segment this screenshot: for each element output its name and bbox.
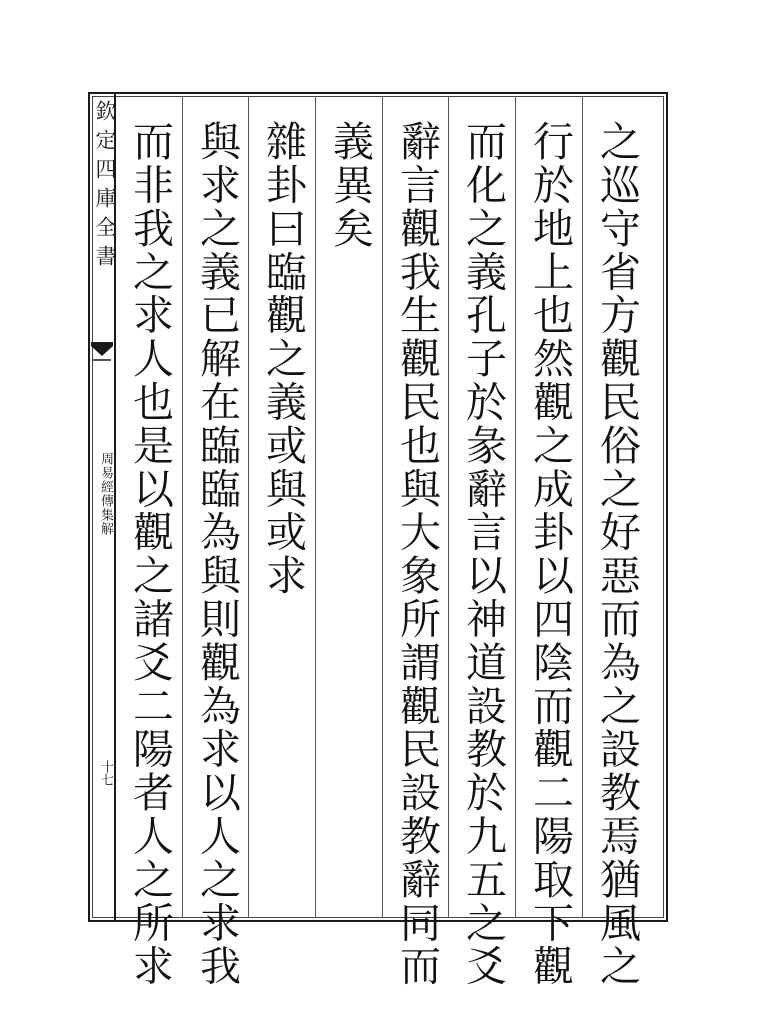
column-rule [515,96,516,918]
book-title: 欽定四庫全書 [93,100,117,274]
column-rule [182,96,183,918]
fishtail-mark [89,340,115,380]
column-rule [248,96,249,918]
column-rule [448,96,449,918]
text-column-3: 而化之義孔子於彖辭言以神道設教於九五之爻 [459,120,507,988]
text-column-5: 義異矣 [326,120,374,251]
page-frame-inner [92,96,664,918]
text-column-7: 與求之義已解在臨臨為與則觀為求以人之求我 [193,120,241,988]
text-column-1: 之巡守省方觀民俗之好惡而為之設教焉猶風之 [593,120,641,988]
page-number: 十七 [98,760,113,786]
text-column-2: 行於地上也然觀之成卦以四陰而觀二陽取下觀 [526,120,574,988]
text-column-8: 而非我之求人也是以觀之諸爻二陽者人之所求 [126,120,174,988]
text-column-6: 雜卦曰臨觀之義或與或求 [259,120,307,598]
text-column-4: 辭言觀我生觀民也與大象所謂觀民設教辭同而 [393,120,441,988]
column-rule [315,96,316,918]
column-rule [582,96,583,918]
section-title: 周易經傳集解 [98,452,113,536]
column-rule [382,96,383,918]
